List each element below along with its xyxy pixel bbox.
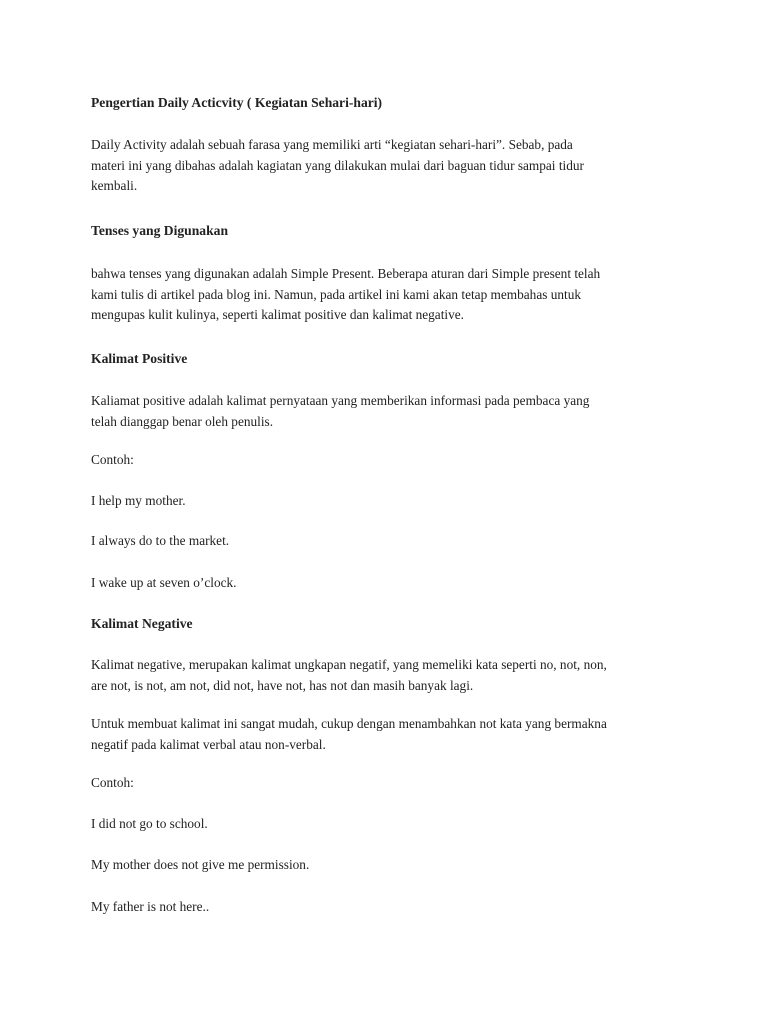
negative-line: are not, is not, am not, did not, have not, has not dan masih banyak lagi. — [91, 677, 474, 693]
positive-contoh-label: Contoh: — [91, 452, 134, 467]
negative-heading: Kalimat Negative — [91, 616, 193, 631]
negative-line: negatif pada kalimat verbal atau non-verbal. — [91, 736, 326, 752]
intro-line: Daily Activity adalah sebuah farasa yang memiliki arti “kegiatan sehari-hari”. Sebab, pada — [91, 137, 573, 152]
negative-example: My mother does not give me permission. — [91, 857, 310, 872]
negative-contoh-label: Contoh: — [91, 775, 134, 790]
negative-example: My father is not here.. — [91, 899, 210, 914]
positive-paragraph — [91, 391, 691, 432]
negative-paragraph-2 — [91, 714, 691, 755]
intro-line: kembali. — [91, 178, 138, 193]
negative-example: I did not go to school. — [91, 816, 208, 831]
tenses-paragraph — [91, 264, 691, 326]
tenses-line: kami tulis di artikel pada blog ini. Namun, pada artikel ini kami akan tetap membahas untuk — [91, 286, 582, 302]
tenses-line: mengupas kulit kulinya, seperti kalimat positive dan kalimat negative. — [91, 307, 464, 322]
positive-heading: Kalimat Positive — [91, 351, 188, 366]
negative-paragraph — [91, 655, 691, 696]
document-title: Pengertian Daily Acticvity ( Kegiatan Sehari-hari) — [91, 95, 383, 110]
tenses-heading: Tenses yang Digunakan — [91, 223, 228, 238]
positive-example: I help my mother. — [91, 493, 186, 508]
negative-line: Untuk membuat kalimat ini sangat mudah, cukup dengan menambahkan not kata yang bermakna — [91, 716, 607, 731]
positive-example: I wake up at seven o’clock. — [91, 575, 237, 590]
negative-line: Kalimat negative, merupakan kalimat ungkapan negatif, yang memeliki kata seperti no, not, non, — [91, 657, 607, 672]
tenses-line: bahwa tenses yang digunakan adalah Simple Present. Beberapa aturan dari Simple present telah — [91, 266, 601, 281]
positive-line: telah dianggap benar oleh penulis. — [91, 413, 274, 429]
positive-example: I always do to the market. — [91, 533, 230, 548]
intro-paragraph — [91, 135, 691, 197]
intro-line: materi ini yang dibahas adalah kagiatan yang dilakukan mulai dari baguan tidur sampai tidur — [91, 157, 584, 173]
positive-line: Kaliamat positive adalah kalimat pernyataan yang memberikan informasi pada pembaca yang — [91, 393, 590, 408]
